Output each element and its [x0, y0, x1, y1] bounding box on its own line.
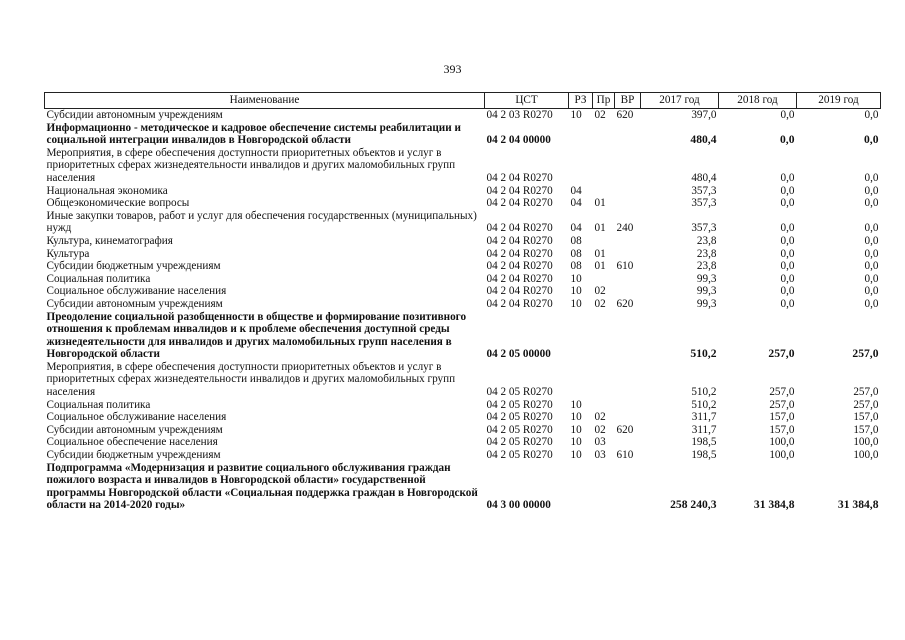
row-rz-cell [569, 147, 593, 185]
row-2017-cell: 258 240,3 [670, 498, 717, 512]
row-cst-cell: 04 2 04 R0270 [486, 297, 553, 310]
row-name-cell: Субсидии автономным учреждениям [46, 423, 223, 436]
row-cst-cell: 04 2 04 R0270 [486, 234, 553, 247]
table-row [45, 399, 881, 412]
row-cst-cell: 04 2 04 R0270 [486, 171, 553, 184]
row-vr-cell [615, 147, 641, 185]
row-pr-cell [593, 399, 615, 412]
row-pr-cell: 03 [594, 436, 606, 449]
row-cst-cell: 04 2 04 R0270 [486, 260, 553, 273]
header-cst: ЦСТ [485, 93, 569, 109]
row-name-cell: Общеэкономические вопросы [46, 197, 190, 210]
row-2017-cell: 23,8 [696, 247, 717, 260]
row-pr-cell [593, 235, 615, 248]
row-2018-cell: 0,0 [780, 260, 795, 273]
row-2019-cell: 0,0 [864, 197, 879, 210]
row-2017-cell: 311,7 [691, 411, 717, 424]
row-2019-cell: 257,0 [852, 347, 879, 361]
row-pr-cell: 02 [594, 423, 606, 436]
row-pr-cell [593, 122, 615, 147]
row-2018-cell: 0,0 [780, 297, 795, 310]
row-rz-cell: 10 [570, 449, 582, 462]
row-pr-cell [593, 147, 615, 185]
row-2017-cell: 357,3 [691, 197, 717, 210]
row-name-cell: Субсидии бюджетным учреждениям [46, 260, 221, 273]
table-row [45, 147, 881, 185]
table-row [45, 285, 881, 298]
row-cst-cell: 04 2 04 R0270 [486, 247, 553, 260]
row-rz-cell: 10 [570, 436, 582, 449]
table-row [45, 260, 881, 273]
table-header-row [45, 93, 881, 109]
row-cst-cell: 04 2 05 R0270 [486, 449, 553, 462]
table-row [45, 411, 881, 424]
row-2019-cell: 0,0 [864, 109, 879, 121]
row-vr-cell: 240 [616, 222, 634, 235]
row-2017-cell: 510,2 [691, 398, 717, 411]
row-pr-cell: 02 [594, 109, 606, 121]
row-2018-cell: 100,0 [769, 449, 795, 462]
row-vr-cell: 610 [616, 449, 634, 462]
row-rz-cell: 10 [570, 297, 582, 310]
row-2018-cell: 0,0 [780, 133, 795, 147]
row-rz-cell: 04 [570, 197, 582, 210]
row-cst-cell: 04 2 04 R0270 [486, 285, 553, 298]
table-row [45, 424, 881, 437]
row-2019-cell: 100,0 [853, 436, 879, 449]
row-vr-cell [615, 197, 641, 210]
row-pr-cell: 03 [594, 449, 606, 462]
row-pr-cell: 02 [594, 411, 606, 424]
row-2017-cell: 311,7 [691, 423, 717, 436]
row-2017-cell: 480,4 [690, 133, 717, 147]
row-2019-cell: 0,0 [864, 133, 879, 147]
row-rz-cell: 10 [570, 109, 582, 121]
row-2017-cell: 480,4 [691, 171, 717, 184]
row-2017-cell: 23,8 [696, 260, 717, 273]
row-cst-cell: 04 2 04 R0270 [486, 222, 553, 235]
row-2019-cell: 100,0 [853, 449, 879, 462]
table-row [45, 235, 881, 248]
row-cst-cell: 04 3 00 00000 [486, 499, 551, 512]
table-row [45, 109, 881, 122]
row-cst-cell: 04 2 04 R0270 [486, 184, 553, 197]
row-name-cell: Социальное обслуживание населения [46, 411, 227, 424]
row-2017-cell: 510,2 [691, 386, 717, 399]
row-pr-cell [593, 462, 615, 512]
row-name-cell: Субсидии бюджетным учреждениям [46, 449, 221, 462]
header-2018: 2018 год [719, 93, 797, 109]
row-vr-cell [615, 411, 641, 424]
row-cst-cell: 04 2 03 R0270 [486, 109, 553, 121]
row-name-cell: Иные закупки товаров, работ и услуг для обеспечения государственных (муниципальных) нужд [46, 209, 477, 235]
row-2018-cell: 0,0 [780, 197, 795, 210]
row-cst-cell: 04 2 05 00000 [486, 348, 551, 361]
row-pr-cell: 02 [594, 297, 606, 310]
row-2017-cell: 198,5 [691, 449, 717, 462]
row-2018-cell: 257,0 [769, 398, 795, 411]
page-number: 393 [443, 62, 462, 76]
row-vr-cell [615, 361, 641, 399]
row-pr-cell [593, 185, 615, 198]
row-rz-cell: 04 [570, 222, 582, 235]
row-2018-cell: 0,0 [780, 247, 795, 260]
row-2017-cell: 23,8 [696, 234, 717, 247]
row-cst-cell: 04 2 05 R0270 [486, 423, 553, 436]
row-2018-cell: 0,0 [780, 184, 795, 197]
row-vr-cell [615, 311, 641, 361]
row-2019-cell: 257,0 [853, 398, 879, 411]
row-rz-cell [569, 122, 593, 147]
row-vr-cell: 620 [616, 423, 634, 436]
row-2019-cell: 0,0 [864, 247, 879, 260]
header-2017: 2017 год [641, 93, 719, 109]
row-name-cell: Мероприятия, в сфере обеспечения доступности приоритетных объектов и услуг в приоритетных сферах жизнедеятельности инвалидов и других маломобильных групп населения [46, 146, 456, 184]
row-2018-cell: 0,0 [780, 285, 795, 298]
row-cst-cell: 04 2 05 R0270 [486, 398, 553, 411]
row-2017-cell: 99,3 [696, 297, 717, 310]
row-name-cell: Субсидии автономным учреждениям [46, 109, 223, 121]
row-2019-cell: 157,0 [853, 423, 879, 436]
row-rz-cell [569, 361, 593, 399]
table-row [45, 436, 881, 449]
row-cst-cell: 04 2 05 R0270 [486, 411, 553, 424]
row-2019-cell: 0,0 [864, 297, 879, 310]
row-2018-cell: 0,0 [780, 171, 795, 184]
row-name-cell: Преодоление социальной разобщенности в обществе и формирование позитивного отношения к проблемам инвалидов и к проблеме обеспечения доступной среды жизнедеятельности для инвалидов и других маломобильных групп населения в Новгородской области [46, 310, 467, 361]
row-2018-cell: 0,0 [780, 109, 795, 121]
row-name-cell: Социальное обслуживание населения [46, 285, 227, 298]
table-row [45, 462, 881, 512]
row-rz-cell: 04 [570, 184, 582, 197]
row-pr-cell [593, 273, 615, 286]
table-row [45, 210, 881, 235]
table-row [45, 273, 881, 286]
row-rz-cell [569, 311, 593, 361]
row-vr-cell [615, 122, 641, 147]
row-pr-cell [593, 311, 615, 361]
row-rz-cell: 10 [570, 398, 582, 411]
row-pr-cell: 01 [594, 222, 606, 235]
row-2018-cell: 157,0 [769, 411, 795, 424]
row-cst-cell: 04 2 04 R0270 [486, 272, 553, 285]
row-rz-cell: 10 [570, 411, 582, 424]
row-2018-cell: 257,0 [769, 386, 795, 399]
row-2018-cell: 100,0 [769, 436, 795, 449]
row-2019-cell: 0,0 [864, 234, 879, 247]
row-pr-cell: 02 [594, 285, 606, 298]
row-vr-cell [615, 273, 641, 286]
row-name-cell: Социальная политика [46, 272, 151, 285]
row-vr-cell: 620 [616, 109, 634, 121]
row-pr-cell [593, 361, 615, 399]
row-name-cell: Национальная экономика [46, 184, 168, 197]
row-2017-cell: 99,3 [696, 285, 717, 298]
table-body [45, 109, 881, 513]
row-2018-cell: 0,0 [780, 272, 795, 285]
row-2017-cell: 397,0 [691, 109, 717, 121]
header-pr: Пр [593, 93, 615, 109]
row-2019-cell: 0,0 [864, 272, 879, 285]
row-2019-cell: 0,0 [864, 285, 879, 298]
table-row [45, 185, 881, 198]
table-row [45, 449, 881, 462]
table-row [45, 311, 881, 361]
row-vr-cell [615, 285, 641, 298]
row-2018-cell: 0,0 [780, 234, 795, 247]
row-name-cell: Культура [46, 247, 90, 260]
row-2019-cell: 0,0 [864, 184, 879, 197]
row-pr-cell: 01 [594, 247, 606, 260]
header-name: Наименование [45, 93, 485, 109]
table-row [45, 298, 881, 311]
row-vr-cell [615, 235, 641, 248]
row-vr-cell [615, 399, 641, 412]
row-name-cell: Субсидии автономным учреждениям [46, 297, 223, 310]
row-cst-cell: 04 2 05 R0270 [486, 386, 553, 399]
header-2019: 2019 год [797, 93, 881, 109]
row-cst-cell: 04 2 04 00000 [486, 134, 551, 147]
table-row [45, 248, 881, 261]
row-2018-cell: 157,0 [769, 423, 795, 436]
row-pr-cell: 01 [594, 260, 606, 273]
row-2018-cell: 257,0 [768, 347, 795, 361]
row-rz-cell: 10 [570, 423, 582, 436]
row-2019-cell: 0,0 [864, 222, 879, 235]
row-name-cell: Социальное обеспечение населения [46, 436, 218, 449]
row-2019-cell: 157,0 [853, 411, 879, 424]
row-2018-cell: 31 384,8 [753, 498, 795, 512]
row-2018-cell: 0,0 [780, 222, 795, 235]
row-name-cell: Социальная политика [46, 398, 151, 411]
table-row [45, 122, 881, 147]
row-cst-cell: 04 2 05 R0270 [486, 436, 553, 449]
row-vr-cell [615, 248, 641, 261]
row-vr-cell: 620 [616, 297, 634, 310]
row-rz-cell: 08 [570, 234, 582, 247]
row-2017-cell: 357,3 [691, 222, 717, 235]
row-rz-cell: 10 [570, 272, 582, 285]
header-vr: ВР [615, 93, 641, 109]
row-rz-cell: 08 [570, 260, 582, 273]
row-2019-cell: 0,0 [864, 260, 879, 273]
row-rz-cell: 10 [570, 285, 582, 298]
row-2017-cell: 357,3 [691, 184, 717, 197]
row-2019-cell: 0,0 [864, 171, 879, 184]
row-vr-cell [615, 462, 641, 512]
row-vr-cell [615, 436, 641, 449]
row-name-cell: Мероприятия, в сфере обеспечения доступности приоритетных объектов и услуг в приоритетных сферах жизнедеятельности инвалидов и других маломобильных групп населения [46, 360, 456, 399]
budget-table [44, 92, 881, 512]
row-vr-cell [615, 185, 641, 198]
header-rz: РЗ [569, 93, 593, 109]
table-row [45, 197, 881, 210]
row-vr-cell: 610 [616, 260, 634, 273]
row-2017-cell: 99,3 [696, 272, 717, 285]
row-2017-cell: 198,5 [691, 436, 717, 449]
row-name-cell: Информационно - методическое и кадровое обеспечение системы реабилитации и социальной интеграции инвалидов в Новгородской области [46, 121, 461, 147]
row-cst-cell: 04 2 04 R0270 [486, 197, 553, 210]
row-rz-cell: 08 [570, 247, 582, 260]
row-name-cell: Подпрограмма «Модернизация и развитие социального обслуживания граждан пожилого возраста и инвалидов в Новгородской области» государственной программы Новгородской области «Социальная поддержка граждан в Новгородской области на 2014-2020 годы» [46, 461, 478, 512]
row-2019-cell: 31 384,8 [837, 498, 879, 512]
row-2017-cell: 510,2 [690, 347, 717, 361]
row-2019-cell: 257,0 [853, 386, 879, 399]
row-name-cell: Культура, кинематография [46, 234, 173, 247]
row-rz-cell [569, 462, 593, 512]
row-pr-cell: 01 [594, 197, 606, 210]
table-row [45, 361, 881, 399]
